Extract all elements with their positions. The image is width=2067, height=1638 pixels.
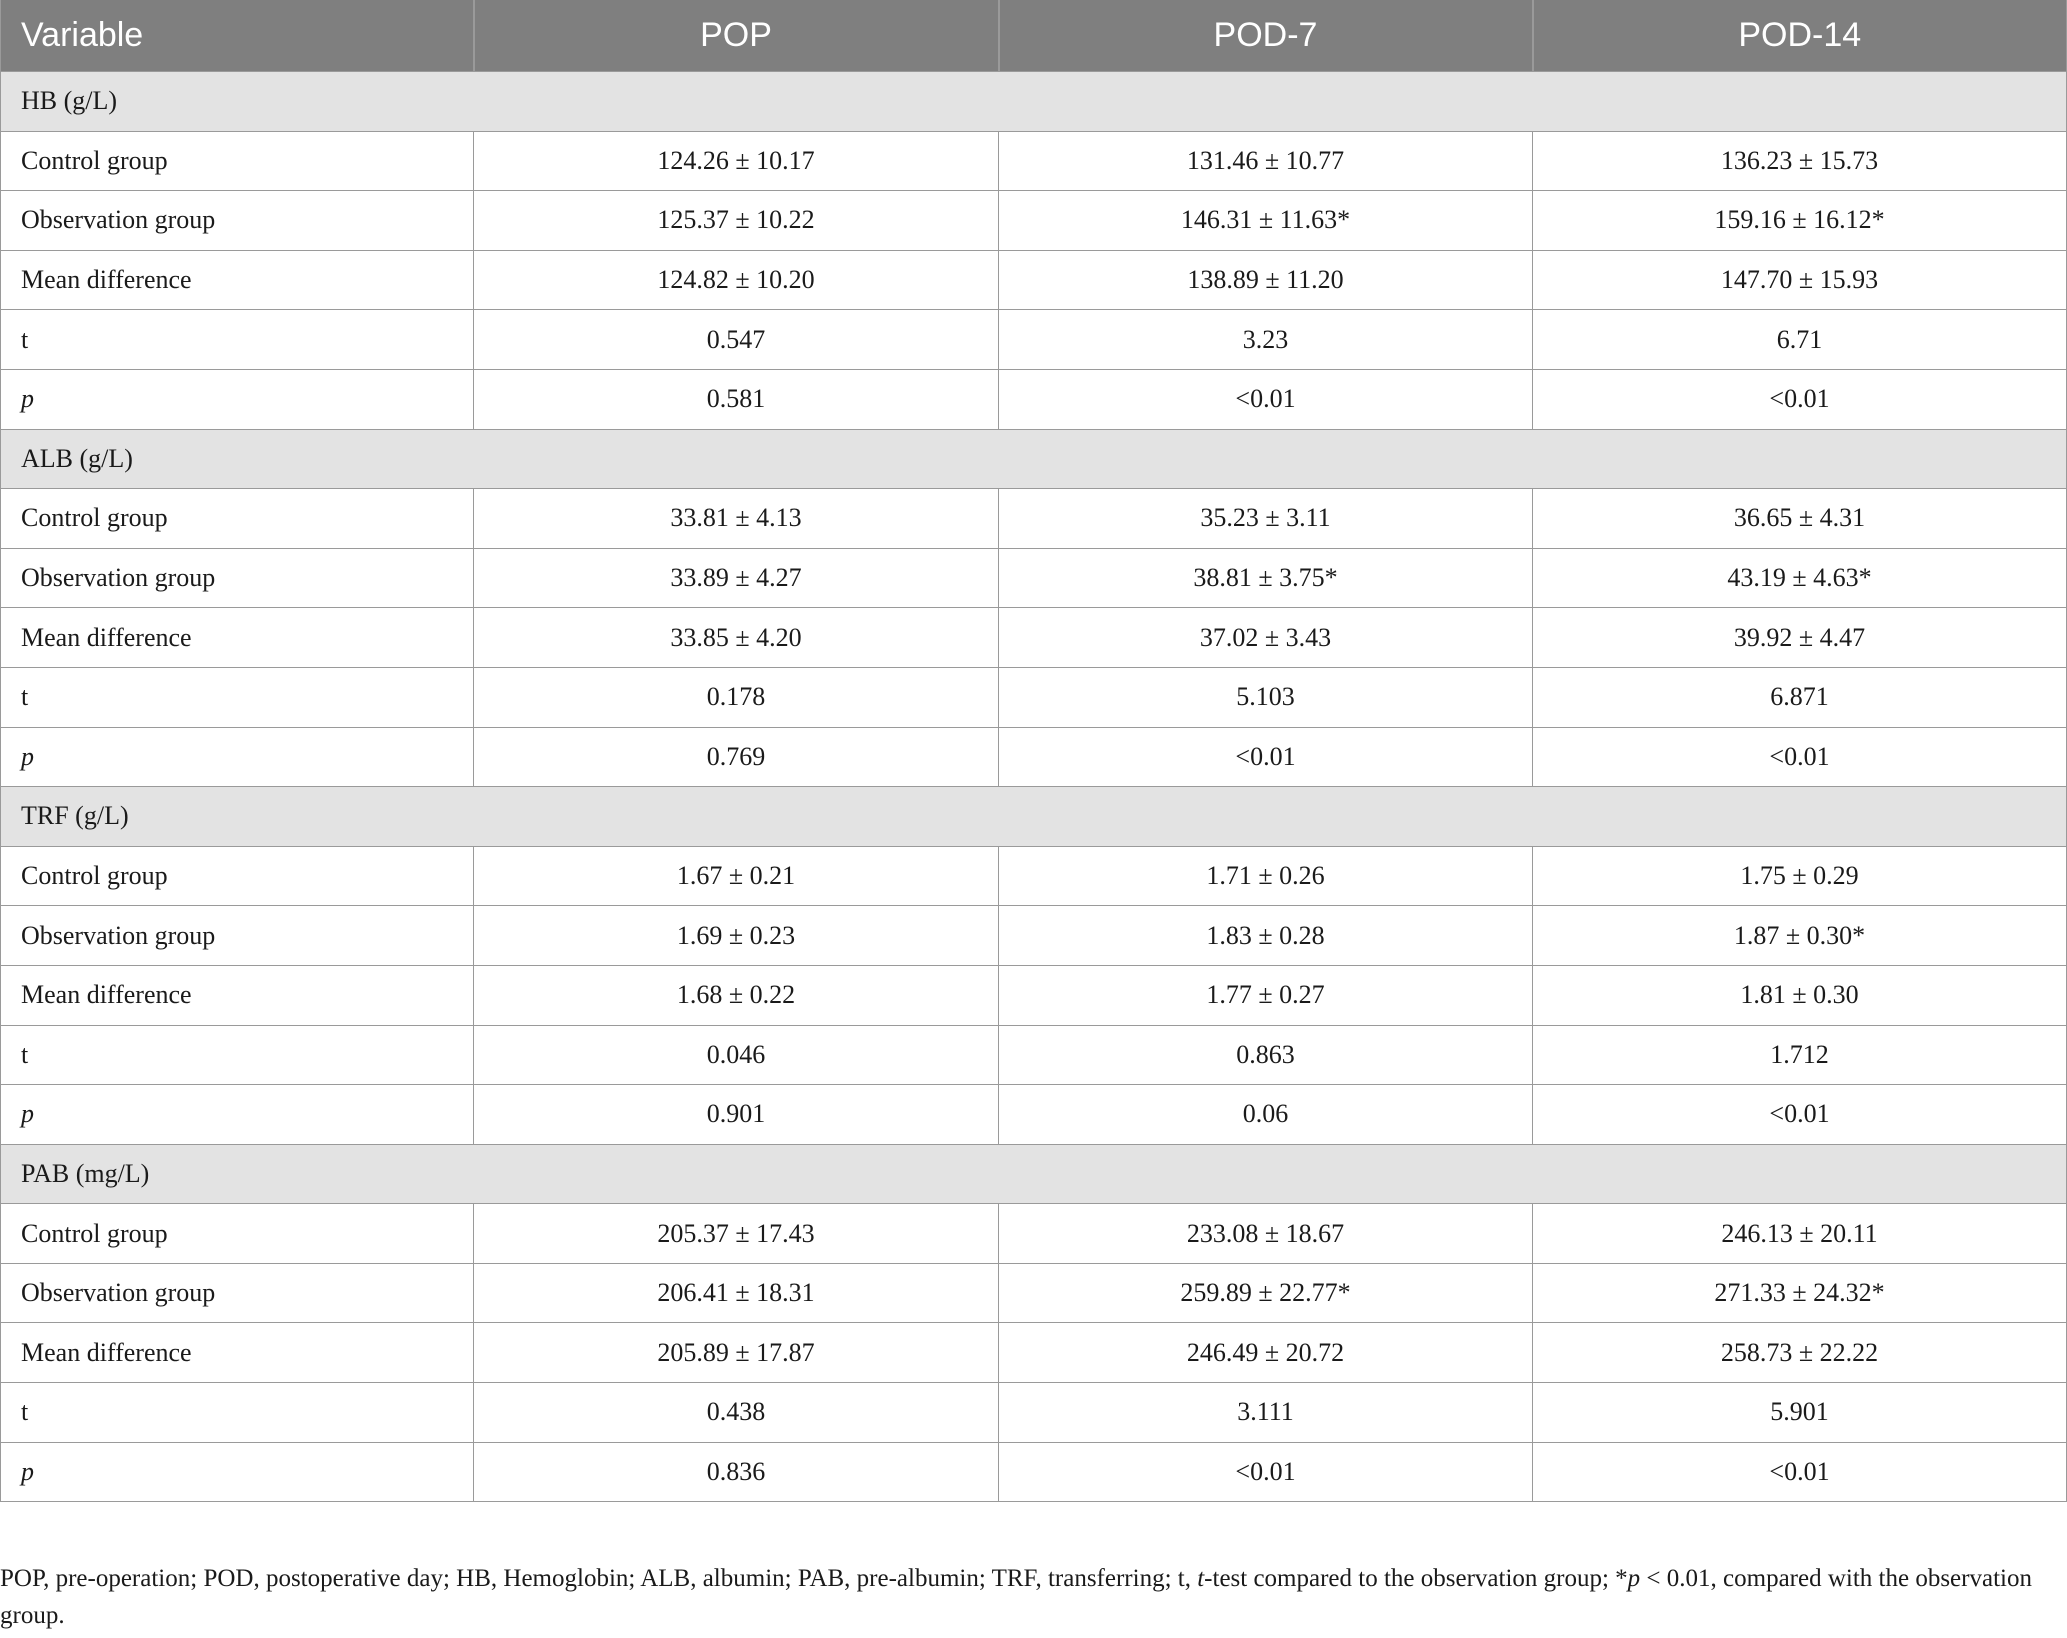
- row-label: Control group: [1, 489, 474, 549]
- table-row: [1, 1085, 2067, 1145]
- table-cell: 233.08 ± 18.67: [999, 1204, 1533, 1264]
- row-label: Observation group: [1, 548, 474, 608]
- table-cell: 206.41 ± 18.31: [474, 1263, 999, 1323]
- table-cell: 33.81 ± 4.13: [474, 489, 999, 549]
- table-row: [1, 965, 2067, 1025]
- table-cell: 146.31 ± 11.63*: [999, 191, 1533, 251]
- table-cell: 36.65 ± 4.31: [1533, 489, 2067, 549]
- table-cell: 259.89 ± 22.77*: [999, 1263, 1533, 1323]
- table-cell: 1.81 ± 0.30: [1533, 965, 2067, 1025]
- section-title: ALB (g/L): [1, 429, 2067, 489]
- table-cell: 0.581: [474, 369, 999, 429]
- table-cell: <0.01: [999, 1442, 1533, 1502]
- table-cell: 0.863: [999, 1025, 1533, 1085]
- row-label: Mean difference: [1, 1323, 474, 1383]
- table-cell: 205.89 ± 17.87: [474, 1323, 999, 1383]
- table-row: [1, 1025, 2067, 1085]
- row-label: t: [1, 667, 474, 727]
- table-cell: 1.71 ± 0.26: [999, 846, 1533, 906]
- row-label: Control group: [1, 1204, 474, 1264]
- header-variable: Variable: [1, 0, 474, 72]
- table-cell: 37.02 ± 3.43: [999, 608, 1533, 668]
- table-cell: 124.26 ± 10.17: [474, 131, 999, 191]
- footnote-text-1: POP, pre-operation; POD, postoperative day; HB, Hemoglobin; ALB, albumin; PAB, pre-albumin; TRF, transferring; t,: [0, 1565, 1198, 1592]
- footnote-p-italic: p: [1627, 1565, 1641, 1592]
- table-row: [1, 131, 2067, 191]
- section-title: HB (g/L): [1, 72, 2067, 132]
- table-cell: 1.77 ± 0.27: [999, 965, 1533, 1025]
- table-cell: 0.046: [474, 1025, 999, 1085]
- row-label: Observation group: [1, 1263, 474, 1323]
- table-cell: 43.19 ± 4.63*: [1533, 548, 2067, 608]
- section-row: [1, 429, 2067, 489]
- table-cell: 1.75 ± 0.29: [1533, 846, 2067, 906]
- row-label: t: [1, 1025, 474, 1085]
- section-row: [1, 72, 2067, 132]
- table-row: [1, 846, 2067, 906]
- table-cell: 136.23 ± 15.73: [1533, 131, 2067, 191]
- table-cell: 246.13 ± 20.11: [1533, 1204, 2067, 1264]
- table-cell: 1.712: [1533, 1025, 2067, 1085]
- row-label: Control group: [1, 131, 474, 191]
- header-pop: POP: [474, 0, 999, 72]
- table-cell: 0.901: [474, 1085, 999, 1145]
- table-cell: <0.01: [1533, 727, 2067, 787]
- row-label: Mean difference: [1, 250, 474, 310]
- table-footnote: [0, 1560, 2050, 1634]
- footnote-text-3: < 0.01, compared with the observation group.: [0, 1565, 2032, 1629]
- table-cell: <0.01: [1533, 369, 2067, 429]
- table-cell: 1.67 ± 0.21: [474, 846, 999, 906]
- table-row: [1, 489, 2067, 549]
- row-label: p: [1, 1442, 474, 1502]
- table-row: [1, 906, 2067, 966]
- table-row: [1, 1204, 2067, 1264]
- table-row: [1, 1383, 2067, 1443]
- table-cell: 246.49 ± 20.72: [999, 1323, 1533, 1383]
- table-cell: 0.06: [999, 1085, 1533, 1145]
- table-row: [1, 1442, 2067, 1502]
- table-row: [1, 191, 2067, 251]
- table-row: [1, 369, 2067, 429]
- row-label: Control group: [1, 846, 474, 906]
- table-cell: 1.68 ± 0.22: [474, 965, 999, 1025]
- table-cell: 147.70 ± 15.93: [1533, 250, 2067, 310]
- table-cell: 1.69 ± 0.23: [474, 906, 999, 966]
- table-cell: 1.83 ± 0.28: [999, 906, 1533, 966]
- header-pod-14: POD-14: [1533, 0, 2067, 72]
- row-label: t: [1, 310, 474, 370]
- table-row: [1, 310, 2067, 370]
- table-cell: 35.23 ± 3.11: [999, 489, 1533, 549]
- table-cell: <0.01: [1533, 1442, 2067, 1502]
- table-cell: 0.769: [474, 727, 999, 787]
- table-cell: 1.87 ± 0.30*: [1533, 906, 2067, 966]
- table-cell: 131.46 ± 10.77: [999, 131, 1533, 191]
- section-title: PAB (mg/L): [1, 1144, 2067, 1204]
- table-cell: 3.111: [999, 1383, 1533, 1443]
- row-label: Mean difference: [1, 608, 474, 668]
- table-cell: 0.547: [474, 310, 999, 370]
- table-row: [1, 250, 2067, 310]
- table-cell: 6.871: [1533, 667, 2067, 727]
- table-cell: 38.81 ± 3.75*: [999, 548, 1533, 608]
- table-cell: 271.33 ± 24.32*: [1533, 1263, 2067, 1323]
- table-header-row: [1, 0, 2067, 72]
- table-cell: 0.438: [474, 1383, 999, 1443]
- table-cell: 159.16 ± 16.12*: [1533, 191, 2067, 251]
- table-cell: 205.37 ± 17.43: [474, 1204, 999, 1264]
- row-label: Observation group: [1, 906, 474, 966]
- table-row: [1, 667, 2067, 727]
- table-cell: 138.89 ± 11.20: [999, 250, 1533, 310]
- table-cell: 5.103: [999, 667, 1533, 727]
- table-cell: <0.01: [1533, 1085, 2067, 1145]
- table-cell: 125.37 ± 10.22: [474, 191, 999, 251]
- footnote-text-2: -test compared to the observation group; *: [1204, 1565, 1628, 1592]
- table-cell: 6.71: [1533, 310, 2067, 370]
- table-cell: <0.01: [999, 727, 1533, 787]
- row-label: p: [1, 1085, 474, 1145]
- table-cell: 33.85 ± 4.20: [474, 608, 999, 668]
- table-cell: 124.82 ± 10.20: [474, 250, 999, 310]
- table-cell: 33.89 ± 4.27: [474, 548, 999, 608]
- table-row: [1, 1323, 2067, 1383]
- table-cell: 5.901: [1533, 1383, 2067, 1443]
- table-cell: 0.178: [474, 667, 999, 727]
- footnote-t-italic: t: [1197, 1565, 1205, 1592]
- table-cell: <0.01: [999, 369, 1533, 429]
- table-body: [1, 72, 2067, 1502]
- table-cell: 258.73 ± 22.22: [1533, 1323, 2067, 1383]
- row-label: Observation group: [1, 191, 474, 251]
- section-row: [1, 1144, 2067, 1204]
- table-cell: 0.836: [474, 1442, 999, 1502]
- row-label: p: [1, 727, 474, 787]
- table-cell: 39.92 ± 4.47: [1533, 608, 2067, 668]
- header-pod-7: POD-7: [999, 0, 1533, 72]
- table-row: [1, 608, 2067, 668]
- table-row: [1, 1263, 2067, 1323]
- table-row: [1, 727, 2067, 787]
- table-cell: 3.23: [999, 310, 1533, 370]
- row-label: t: [1, 1383, 474, 1443]
- section-title: TRF (g/L): [1, 787, 2067, 847]
- row-label: Mean difference: [1, 965, 474, 1025]
- row-label: p: [1, 369, 474, 429]
- section-row: [1, 787, 2067, 847]
- table-row: [1, 548, 2067, 608]
